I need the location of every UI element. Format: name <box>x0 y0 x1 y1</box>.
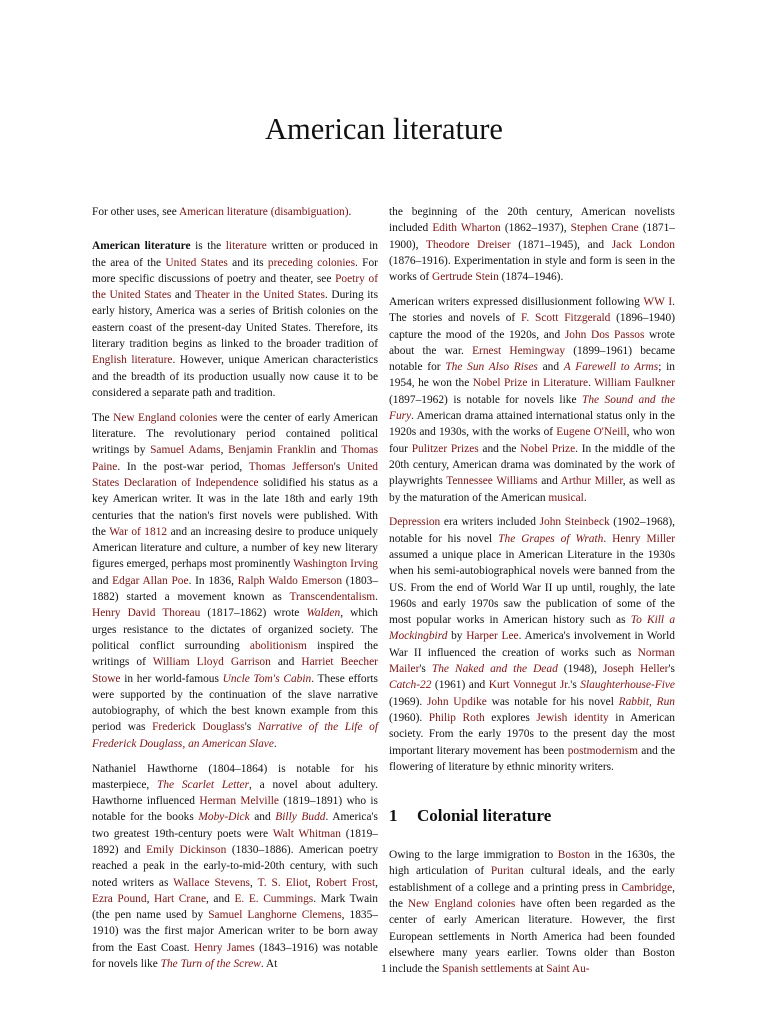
text-span: . <box>603 532 613 545</box>
text-span: (1902–1968), notable for his novel <box>389 516 675 545</box>
link-washington-irving[interactable]: Washington Irving <box>293 558 378 571</box>
text-span: (1960). <box>389 711 429 724</box>
text-span: wrote about the war. <box>389 328 675 357</box>
text-span: (1899–1961) became notable for <box>389 344 675 374</box>
text-span: the beginning of the 20th century, American novelists included <box>389 206 675 235</box>
link-john-steinbeck[interactable]: John Steinbeck <box>539 516 610 529</box>
text-span: . <box>375 591 378 604</box>
text-span: (1830–1886). American poetry reached a peak in the early-to-mid-20th century, with such noted writers as <box>92 843 379 889</box>
link-nobel-prize-in-literature[interactable]: Nobel Prize in Literature <box>472 377 589 390</box>
link-stephen-crane[interactable]: Stephen Crane <box>570 222 639 235</box>
link-to-kill-a-mockingbird[interactable]: To Kill a Mockingbird <box>389 614 676 643</box>
text-span: , who won four <box>389 426 676 455</box>
link-samuel-langhorne-clemens[interactable]: Samuel Langhorne Clemens <box>208 909 342 922</box>
text-span: (1948), <box>557 663 603 676</box>
link-nobel-prize[interactable]: Nobel Prize <box>520 442 576 455</box>
link-ts-eliot[interactable]: T. S. Eliot <box>257 876 308 889</box>
text-span: , 1835–1910) was the first major American writer to be born away from the East Coast. <box>92 909 378 954</box>
text-span: (1862–1937), <box>500 222 571 235</box>
text-span: The <box>92 411 114 424</box>
link-spanish-settlements[interactable]: Spanish settlements <box>442 963 533 976</box>
text-span: have often been regarded as the center of early American literature. However, the first European settlements in North America had been founded elsewhere many years earlier. Towns older than Boston include the <box>389 897 676 976</box>
text-span: in the 1630s, the high articulation of <box>389 849 675 878</box>
link-saint-augustine[interactable]: Saint Au- <box>546 963 590 976</box>
link-united-states[interactable]: United States <box>165 256 228 269</box>
link-ralph-waldo-emerson[interactable]: Ralph Waldo Emerson <box>237 574 343 587</box>
text-span: ; in 1954, he won the <box>389 361 675 390</box>
link-henry-james[interactable]: Henry James <box>194 941 255 954</box>
text-span: . These efforts were supported by the continuation of the slave narrative autobiography, of which the best known example from this period was <box>92 672 378 734</box>
text-span: Nathaniel Hawthorne <box>92 762 198 775</box>
link-f-scott-fitzgerald[interactable]: F. Scott Fitzgerald <box>520 312 611 325</box>
link-a-farewell-to-arms[interactable]: A Farewell to Arms <box>563 361 659 374</box>
text-span: . <box>583 491 587 504</box>
text-span: Owing to the large immigration to <box>389 849 558 862</box>
link-theodore-dreiser[interactable]: Theodore Dreiser <box>425 238 511 251</box>
text-span: (1969). <box>389 695 427 708</box>
left-column <box>92 204 378 972</box>
text-span: and the <box>478 442 521 455</box>
link-kurt-vonnegut[interactable]: Kurt Vonnegut Jr. <box>488 679 571 692</box>
text-span: (1961) and <box>431 679 489 692</box>
link-ee-cummings[interactable]: E. E. Cummings <box>234 892 314 905</box>
paragraph <box>92 761 378 973</box>
link-tennessee-williams[interactable]: Tennessee Williams <box>446 475 538 488</box>
text-span: . In the post-war period, <box>117 460 249 473</box>
text-span: (1819–1891) who is notable for the books <box>92 795 378 824</box>
text-span: and its <box>227 256 268 269</box>
link-wallace-stevens[interactable]: Wallace Stevens <box>173 876 250 889</box>
link-walt-whitman[interactable]: Walt Whitman <box>272 827 341 840</box>
link-john-dos-passos[interactable]: John Dos Passos <box>564 328 645 341</box>
link-benjamin-franklin[interactable]: Benjamin Franklin <box>228 444 316 457</box>
link-billy-budd[interactable]: Billy Budd <box>275 811 326 824</box>
link-narrative-of-the-life[interactable]: Narrative of the Life of Frederick Douglass, an American Slave <box>92 721 378 750</box>
text-span: written or produced in the area of the <box>92 240 379 269</box>
text-span: and <box>171 289 195 302</box>
link-john-updike[interactable]: John Updike <box>427 695 487 708</box>
link-depression[interactable]: Depression <box>389 516 441 529</box>
paragraph <box>389 294 675 506</box>
link-transcendentalism[interactable]: Transcendentalism <box>289 591 376 604</box>
text-span: . <box>273 737 277 750</box>
disambiguation-note <box>92 204 378 220</box>
link-harriet-beecher-stowe[interactable]: Harriet Beecher Stowe <box>92 656 378 685</box>
text-span: 's <box>244 721 258 734</box>
text-span: at <box>532 963 547 976</box>
text-span: American writers expressed disillusionment following <box>389 295 644 308</box>
link-emily-dickinson[interactable]: Emily Dickinson <box>146 843 227 856</box>
text-span: . In the middle of the 20th century, American drama was dominated by the work of playwrights <box>389 442 676 488</box>
text-span: by <box>447 630 467 643</box>
link-arthur-miller[interactable]: Arthur Miller <box>560 475 623 488</box>
link-jewish-identity[interactable]: Jewish identity <box>536 711 609 724</box>
link-joseph-heller[interactable]: Joseph Heller <box>603 663 669 676</box>
link-new-england-colonies-2[interactable]: New England colonies <box>407 897 516 910</box>
right-column <box>389 204 675 977</box>
text-span: , the <box>389 881 675 910</box>
link-war-of-1812[interactable]: War of 1812 <box>109 525 168 538</box>
paragraph <box>92 238 378 401</box>
text-span: were the center of early American literature. The revolutionary period contained political writings by <box>92 411 378 457</box>
text-span: and <box>537 475 561 488</box>
text-span: explores <box>484 711 537 724</box>
text-span: , <box>146 892 154 905</box>
link-preceding-colonies[interactable]: preceding colonies <box>267 256 356 269</box>
link-musical[interactable]: musical <box>548 491 584 504</box>
link-henry-david-thoreau[interactable]: Henry David Thoreau <box>92 607 201 620</box>
link-philip-roth[interactable]: Philip Roth <box>428 711 485 724</box>
text-span: (1817–1862) wrote <box>200 607 307 620</box>
text-span: , <box>375 876 378 889</box>
link-slaughterhouse-five[interactable]: Slaughterhouse-Five <box>580 679 675 692</box>
link-ernest-hemingway[interactable]: Ernest Hemingway <box>472 344 566 357</box>
text-span: (1804–1864) is notable for his masterpiece, <box>92 762 379 791</box>
text-span: and <box>537 361 564 374</box>
text-span: and <box>92 574 113 587</box>
link-eugene-oneill[interactable]: Eugene O'Neill <box>556 426 627 439</box>
text-span: (1843–1916) was notable for novels like <box>92 941 378 971</box>
text-span: . During its early history, America was a series of British colonies on the eastern coast of the present-day United States. Therefore, its literary tradition begins as linked to the broader tradition of <box>92 289 378 351</box>
text-span: , <box>249 876 258 889</box>
link-rabbit-run[interactable]: Rabbit, Run <box>618 695 675 708</box>
page-number: 1 <box>381 961 387 975</box>
link-the-sun-also-rises[interactable]: The Sun Also Rises <box>445 361 538 374</box>
link-uncle-toms-cabin[interactable]: Uncle Tom's Cabin <box>222 672 312 685</box>
link-boston[interactable]: Boston <box>557 849 591 862</box>
link-american-literature-disambiguation[interactable]: American literature (disambiguation) <box>179 206 349 218</box>
text-span: solidified his status as a key American writer. It was in the late 18th and early 19th centuries that the nation's first novels were published. With the <box>92 476 378 538</box>
link-abolitionism[interactable]: abolitionism <box>249 639 307 652</box>
link-edith-wharton[interactable]: Edith Wharton <box>432 222 501 235</box>
text-span: . The stories and novels of <box>389 295 676 325</box>
text-span: (1871–1900), <box>389 222 676 251</box>
text-span: , a novel about adultery. Hawthorne influenced <box>92 778 378 808</box>
link-the-scarlet-letter[interactable]: The Scarlet Letter <box>156 778 250 791</box>
link-the-naked-and-the-dead[interactable]: The Naked and the Dead <box>431 663 558 676</box>
text-span: is the <box>190 240 226 253</box>
text-span: (1874–1946). <box>498 271 564 284</box>
text-span: For other uses, see <box>92 206 179 218</box>
text-span: (1871–1945), and <box>510 238 612 251</box>
link-declaration-of-independence[interactable]: United States Declaration of Independence <box>92 460 378 489</box>
text-span: , which urges resistance to the dictates of organized society. The political conflict surrounding <box>92 607 378 652</box>
paragraph <box>389 847 675 977</box>
link-the-grapes-of-wrath[interactable]: The Grapes of Wrath <box>498 532 604 545</box>
link-ww-i[interactable]: WW I <box>643 295 673 308</box>
text-span: 's <box>333 460 347 473</box>
link-henry-miller[interactable]: Henry Miller <box>612 532 675 545</box>
link-catch-22[interactable]: Catch-22 <box>389 679 432 692</box>
text-span: . America's two greatest 19th-century poets were <box>92 811 378 840</box>
link-frederick-douglass[interactable]: Frederick Douglass <box>152 721 245 734</box>
text-span: cultural ideals, and the early establishment of a college and a printing press in <box>389 865 675 894</box>
link-ezra-pound[interactable]: Ezra Pound <box>92 892 147 905</box>
text-span: in her world-famous <box>120 672 223 685</box>
link-puritan[interactable]: Puritan <box>490 865 524 878</box>
link-robert-frost[interactable]: Robert Frost <box>315 876 376 889</box>
link-the-sound-and-the-fury[interactable]: The Sound and the Fury <box>389 393 676 423</box>
text-span: was notable for his novel <box>486 695 619 708</box>
text-span: , <box>220 444 229 457</box>
text-span: and the flowering of literature by ethnic minority writers. <box>389 744 675 773</box>
text-span: 's <box>668 663 675 676</box>
section-heading <box>389 805 675 827</box>
paragraph <box>389 514 675 775</box>
text-span: and <box>270 656 302 669</box>
link-the-turn-of-the-screw[interactable]: The Turn of the Screw <box>160 958 261 971</box>
text-span: . For more specific discussions of poetry and theater, see <box>92 256 378 285</box>
link-samuel-adams[interactable]: Samuel Adams <box>150 444 221 457</box>
link-gertrude-stein[interactable]: Gertrude Stein <box>432 271 499 284</box>
link-poetry-of-the-united-states[interactable]: Poetry of the United States <box>92 272 378 302</box>
link-moby-dick[interactable]: Moby-Dick <box>198 811 250 824</box>
link-theater-in-the-united-states[interactable]: Theater in the United States <box>194 289 325 302</box>
link-literature[interactable]: literature <box>225 240 267 253</box>
text-span: . Mark Twain (the pen name used by <box>92 892 378 922</box>
link-harper-lee[interactable]: Harper Lee <box>466 630 519 643</box>
link-norman-mailer[interactable]: Norman Mailer <box>389 646 675 676</box>
text-span: (1896–1940) capture the mood of the 1920s, and <box>389 312 675 341</box>
link-pulitzer-prizes[interactable]: Pulitzer Prizes <box>411 442 479 455</box>
link-hart-crane[interactable]: Hart Crane <box>153 892 206 905</box>
link-postmodernism[interactable]: postmodernism <box>567 744 638 757</box>
text-span: . However, unique American characteristics and the breadth of its production usually now cause it to be considered a separate path and tradition. <box>92 354 378 399</box>
text-span: assumed a unique place in American Literature in the 1930s when his semi-autobiographical novels were banned from the US. From the end of World War II up until, roughly, the late 1960s and early 1970s saw the publication of some of the most popular works in American history such as <box>389 548 675 627</box>
text-span: in American society. From the early 1970s to the present day the most important literary movement has been <box>389 711 675 757</box>
text-span: 's <box>419 663 432 676</box>
link-jack-london[interactable]: Jack London <box>611 238 675 251</box>
text-span: , <box>307 876 316 889</box>
link-william-faulkner[interactable]: William Faulkner <box>594 377 675 390</box>
link-thomas-jefferson[interactable]: Thomas Jefferson <box>248 460 334 473</box>
link-herman-melville[interactable]: Herman Melville <box>199 795 279 808</box>
text-span: . <box>588 377 595 390</box>
text-span: inspired the writings of <box>92 639 378 669</box>
section-number: 1 <box>389 806 398 826</box>
link-new-england-colonies[interactable]: New England colonies <box>113 411 218 424</box>
link-edgar-allan-poe[interactable]: Edgar Allan Poe <box>112 574 189 587</box>
text-span: . In 1836, <box>188 574 238 587</box>
text-span: . America's involvement in World War II influenced the creation of works such as <box>389 630 675 659</box>
text-span: (1897–1962) is notable for novels like <box>389 393 582 406</box>
paragraph <box>389 204 675 285</box>
text-span: , and <box>206 892 235 905</box>
text-span: (1876–1916). Experimentation in style and form is seen in the works of <box>389 254 675 284</box>
text-span: , as well as by the maturation of the American <box>389 475 676 504</box>
text-span: era writers included <box>440 516 540 529</box>
section-title: Colonial literature <box>417 806 552 826</box>
link-english-literature[interactable]: English literature <box>92 354 173 367</box>
text-span: and <box>315 444 342 457</box>
term-american-literature: American literature <box>92 240 191 253</box>
text-span: 's <box>570 679 581 692</box>
paragraph <box>92 410 378 752</box>
link-cambridge[interactable]: Cambridge <box>621 881 673 894</box>
link-william-lloyd-garrison[interactable]: William Lloyd Garrison <box>152 656 271 669</box>
text-span: . At <box>260 958 278 971</box>
text-span: . <box>348 206 352 218</box>
link-walden[interactable]: Walden <box>306 607 341 620</box>
text-span: (1819–1892) and <box>92 827 378 856</box>
text-span: . American drama attained international status only in the 1920s and 1930s, with the works of <box>389 410 675 439</box>
link-thomas-paine[interactable]: Thomas Paine <box>92 444 379 473</box>
text-span: and an increasing desire to produce uniquely American literature and culture, a number of key new literary figures emerged, perhaps most prominently <box>92 525 379 571</box>
text-span: and <box>249 811 276 824</box>
page-title: American literature <box>265 112 503 146</box>
text-span: (1803–1882) started a movement known as <box>92 574 379 604</box>
